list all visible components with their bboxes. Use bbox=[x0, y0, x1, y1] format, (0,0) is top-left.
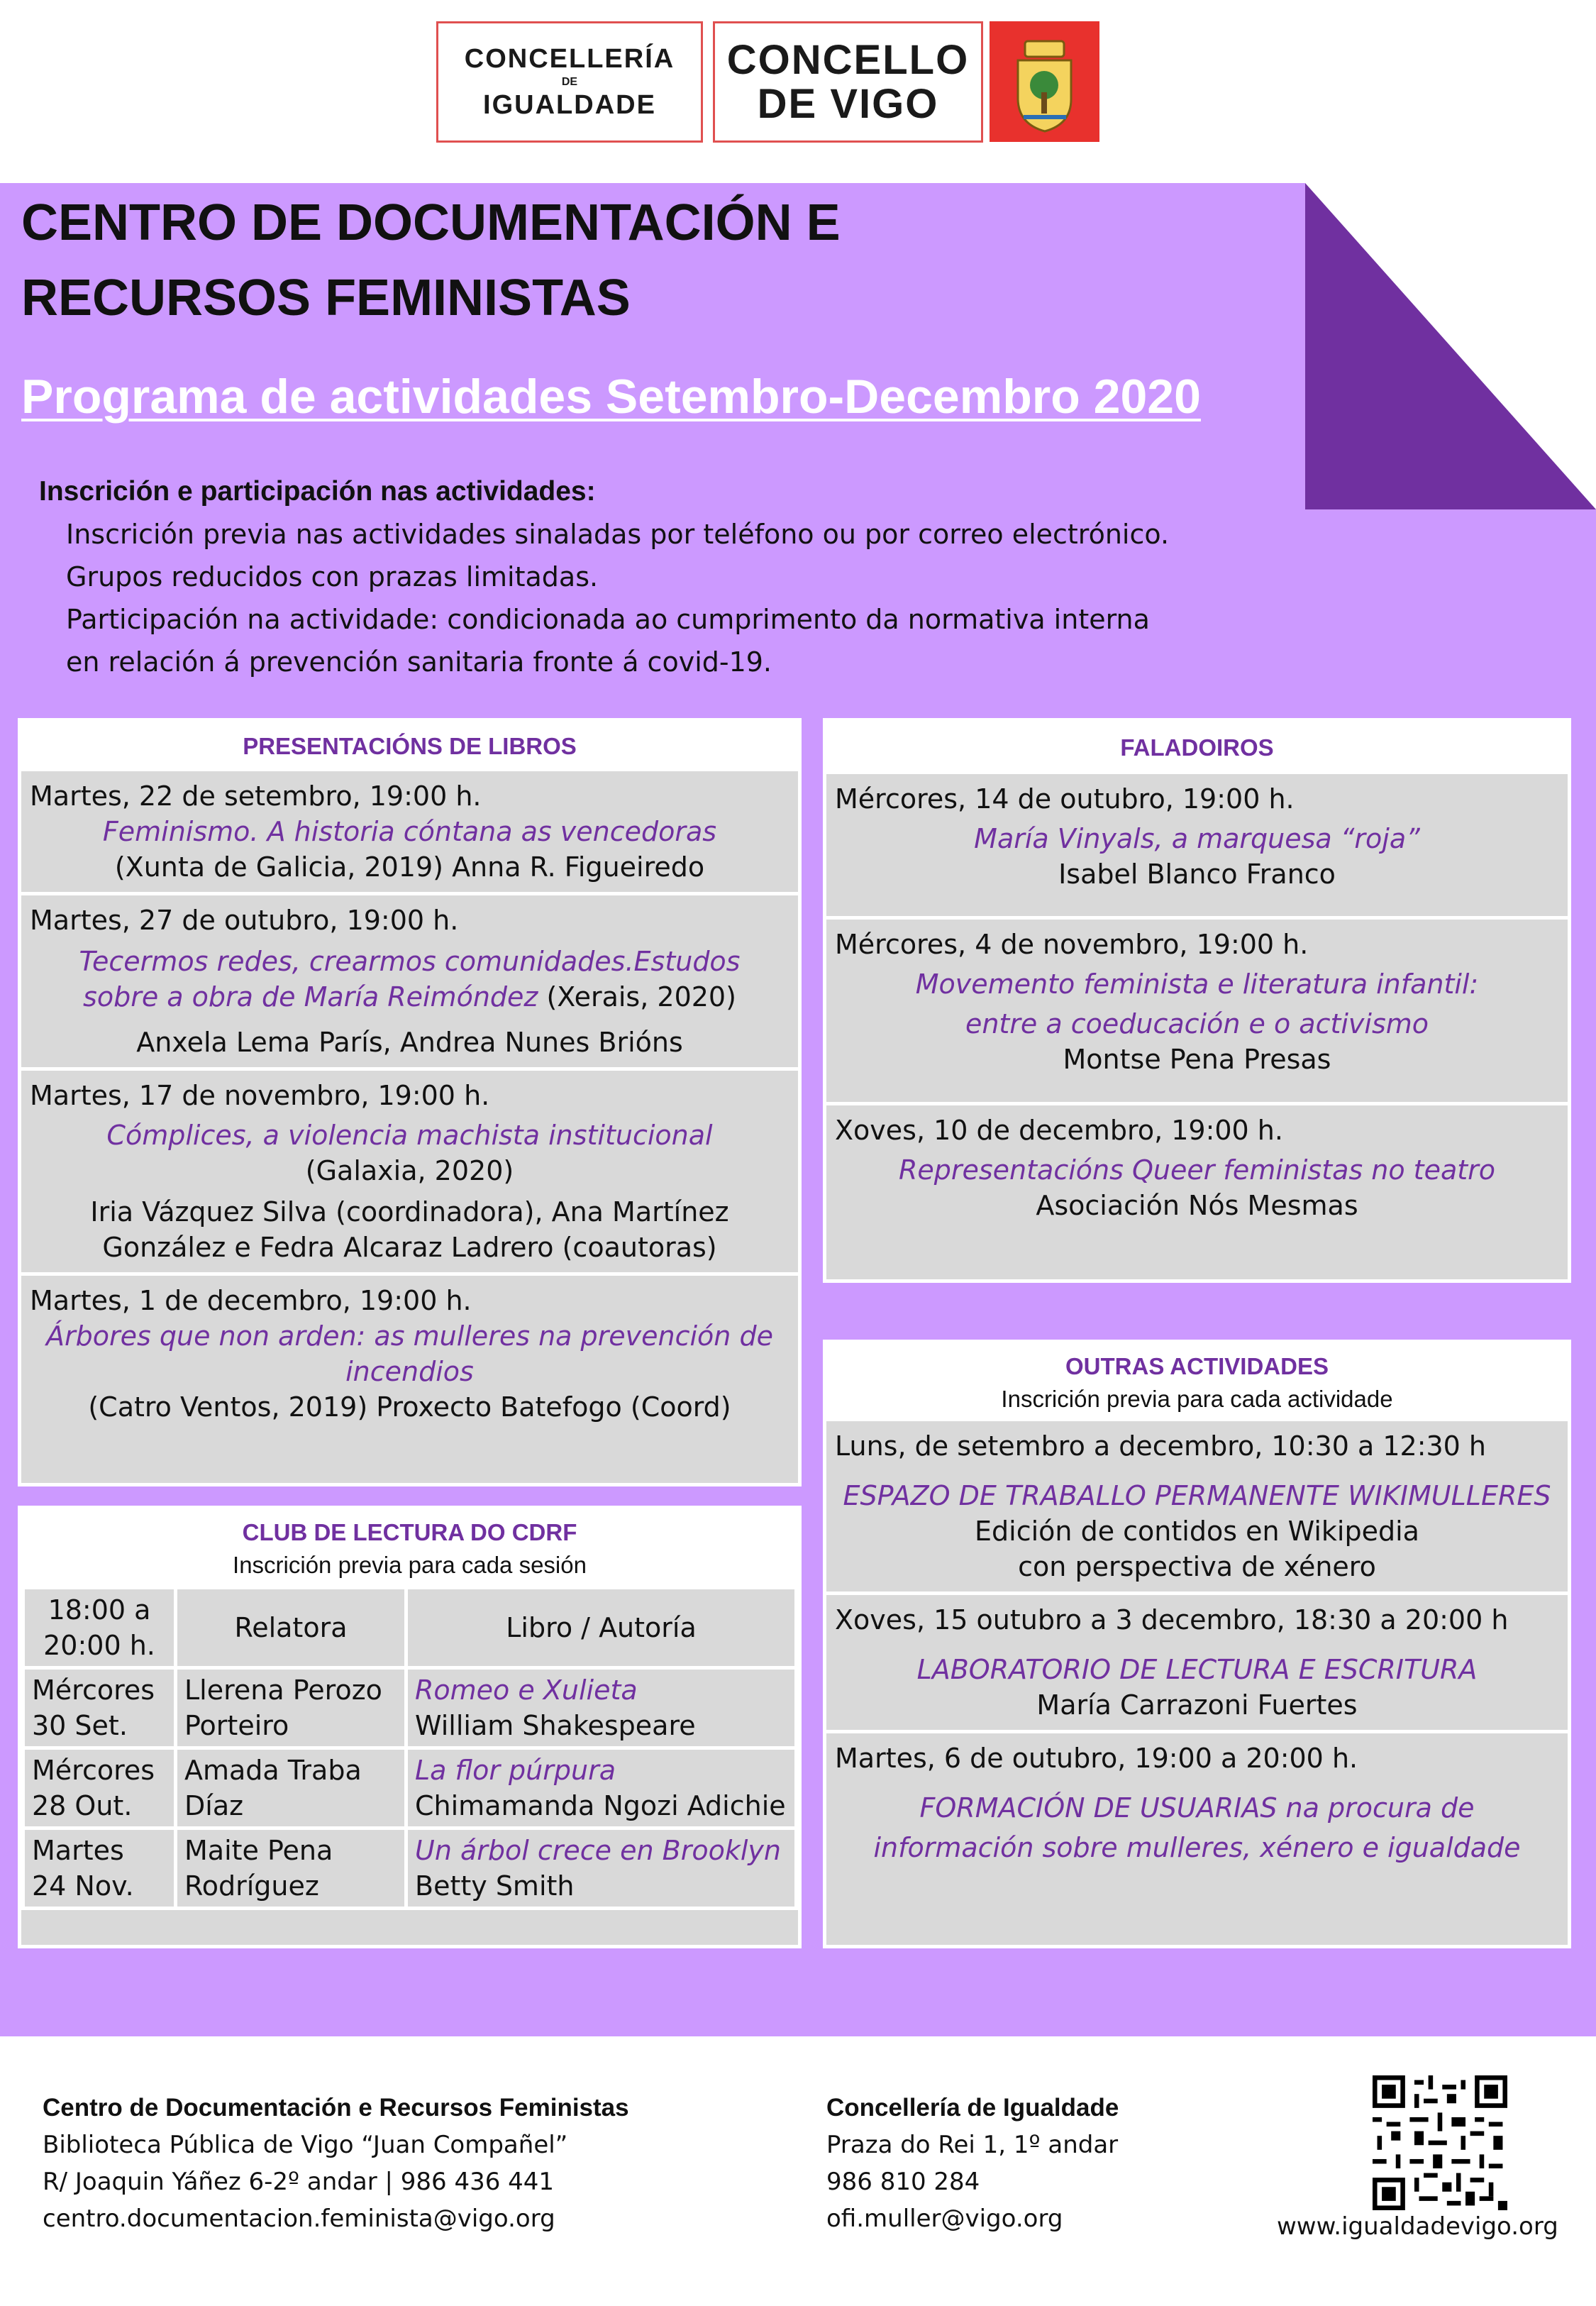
header-time: 20:00 h. bbox=[43, 1630, 155, 1661]
book-author: William Shakespeare bbox=[415, 1710, 696, 1741]
footer-concelleria-contact bbox=[826, 2090, 1119, 2237]
event-date: Martes, 1 de decembro, 19:00 h. bbox=[30, 1285, 472, 1316]
event-date: Martes, 27 de outubro, 19:00 h. bbox=[30, 905, 459, 936]
table-header-cell: Relatora bbox=[176, 1588, 406, 1668]
event-entry bbox=[826, 916, 1568, 1102]
table-row bbox=[23, 1668, 797, 1748]
table-header-cell: Libro / Autoría bbox=[406, 1588, 797, 1668]
event-detail: Iria Vázquez Silva (coordinadora), Ana Martínez bbox=[90, 1196, 729, 1228]
event-entry bbox=[826, 774, 1568, 916]
event-detail: Edición de contidos en Wikipedia bbox=[975, 1516, 1419, 1547]
session-book bbox=[406, 1668, 797, 1748]
concelleria-igualdade-logo bbox=[436, 21, 703, 143]
event-publisher: (Xerais, 2020) bbox=[538, 981, 736, 1013]
event-date: Martes, 6 de outubro, 19:00 a 20:00 h. bbox=[835, 1743, 1358, 1774]
relatora-name: Porteiro bbox=[184, 1710, 289, 1741]
event-detail: (Galaxia, 2020) bbox=[305, 1155, 514, 1186]
qr-code-icon[interactable] bbox=[1373, 2075, 1507, 2210]
event-title: Árbores que non arden: as mulleres na prevención de bbox=[46, 1320, 773, 1352]
event-entry bbox=[21, 892, 798, 1067]
logo-line: IGUALDADE bbox=[483, 89, 656, 120]
footer-cdrf-contact bbox=[43, 2090, 629, 2237]
footer-line: R/ Joaquin Yáñez 6-2º andar | 986 436 441 bbox=[43, 2168, 555, 2196]
session-relatora bbox=[176, 1668, 406, 1748]
table-row bbox=[23, 1748, 797, 1828]
inscription-line: Participación na actividade: condicionada ao cumprimento da normativa interna bbox=[66, 604, 1150, 635]
event-date: Mércores, 4 de novembro, 19:00 h. bbox=[835, 929, 1309, 960]
event-entry bbox=[21, 771, 798, 892]
footer-org-name: Concellería de Igualdade bbox=[826, 2094, 1119, 2122]
event-detail: (Xunta de Galicia, 2019) Anna R. Figueiredo bbox=[114, 851, 705, 883]
event-date: Luns, de setembro a decembro, 10:30 a 12:30 h bbox=[835, 1430, 1487, 1462]
table-header-cell bbox=[23, 1588, 176, 1668]
event-date: Xoves, 10 de decembro, 19:00 h. bbox=[835, 1115, 1283, 1146]
event-detail: Montse Pena Presas bbox=[1063, 1044, 1331, 1075]
event-entry bbox=[826, 1730, 1568, 1872]
main-title-line2: RECURSOS FEMINISTAS bbox=[21, 270, 631, 326]
program-subtitle: Programa de actividades Setembro-Decembro 2020 bbox=[21, 370, 1201, 424]
reading-club-table bbox=[21, 1586, 798, 1910]
session-day: 24 Nov. bbox=[32, 1870, 134, 1902]
box-title: OUTRAS ACTIVIDADES bbox=[1065, 1353, 1329, 1379]
box-heading: PRESENTACIÓNS DE LIBROS bbox=[21, 722, 798, 771]
relatora-name: Amada Traba bbox=[184, 1755, 362, 1786]
session-day: 28 Out. bbox=[32, 1790, 133, 1821]
footer-email-link[interactable]: ofi.muller@vigo.org bbox=[826, 2205, 1063, 2233]
box-subtitle: Inscrición previa para cada actividade bbox=[1001, 1386, 1393, 1412]
vigo-coat-of-arms-icon bbox=[990, 21, 1099, 142]
book-title: Un árbol crece en Brooklyn bbox=[415, 1835, 782, 1866]
logo-line: CONCELLO bbox=[726, 36, 970, 83]
event-title: Representacións Queer feministas no teatro bbox=[898, 1154, 1496, 1186]
event-detail: (Catro Ventos, 2019) Proxecto Batefogo (Coord) bbox=[88, 1391, 731, 1423]
reading-club-box bbox=[18, 1506, 802, 1948]
relatora-name: Rodríguez bbox=[184, 1870, 319, 1902]
logo-line: DE VIGO bbox=[757, 80, 939, 127]
event-detail: Isabel Blanco Franco bbox=[1058, 859, 1336, 890]
footer-line: Praza do Rei 1, 1º andar bbox=[826, 2131, 1119, 2159]
footer-line: Biblioteca Pública de Vigo “Juan Compañel” bbox=[43, 2131, 568, 2159]
session-relatora bbox=[176, 1828, 406, 1909]
event-entry bbox=[826, 1591, 1568, 1730]
book-presentations-box bbox=[18, 718, 802, 1486]
event-detail: con perspectiva de xénero bbox=[1018, 1551, 1376, 1582]
event-title: información sobre mulleres, xénero e igualdade bbox=[873, 1832, 1521, 1863]
session-day: 30 Set. bbox=[32, 1710, 128, 1741]
inscription-info bbox=[39, 470, 1169, 683]
relatora-name: Llerena Perozo bbox=[184, 1675, 382, 1706]
box-title: CLUB DE LECTURA DO CDRF bbox=[242, 1519, 577, 1545]
event-detail: María Carrazoni Fuertes bbox=[1036, 1689, 1358, 1721]
book-title: La flor púrpura bbox=[415, 1755, 616, 1786]
main-title-line1: CENTRO DE DOCUMENTACIÓN E bbox=[21, 194, 841, 251]
inscription-line: Grupos reducidos con prazas limitadas. bbox=[66, 561, 599, 592]
inscription-line: Inscrición previa nas actividades sinaladas por teléfono ou por correo electrónico. bbox=[66, 519, 1170, 550]
event-detail: González e Fedra Alcaraz Ladrero (coautoras) bbox=[102, 1232, 717, 1263]
event-entry bbox=[826, 1421, 1568, 1591]
relatora-name: Díaz bbox=[184, 1790, 244, 1821]
table-row bbox=[23, 1828, 797, 1909]
event-title: ESPAZO DE TRABALLO PERMANENTE WIKIMULLERES bbox=[843, 1480, 1551, 1511]
session-day: Mércores bbox=[32, 1755, 155, 1786]
faladoiros-box bbox=[823, 718, 1571, 1283]
concello-vigo-logo bbox=[713, 21, 983, 143]
event-date: Martes, 22 de setembro, 19:00 h. bbox=[30, 780, 482, 812]
session-date bbox=[23, 1668, 176, 1748]
session-book bbox=[406, 1748, 797, 1828]
event-title: na procura de bbox=[1277, 1792, 1475, 1824]
event-date: Xoves, 15 outubro a 3 decembro, 18:30 a 20:00 h bbox=[835, 1604, 1509, 1635]
event-title: Feminismo. A historia cóntana as vencedoras bbox=[102, 816, 717, 847]
event-date: Mércores, 14 de outubro, 19:00 h. bbox=[835, 783, 1295, 815]
inscription-heading: Inscrición e participación nas actividades bbox=[39, 476, 587, 507]
table-header-row bbox=[23, 1588, 797, 1668]
box-heading bbox=[826, 1343, 1568, 1421]
event-detail: Asociación Nós Mesmas bbox=[1036, 1190, 1358, 1221]
logo-line: DE bbox=[561, 75, 578, 88]
box-heading bbox=[21, 1509, 798, 1586]
session-date bbox=[23, 1828, 176, 1909]
event-title: Movemento feminista e literatura infantil: bbox=[915, 969, 1479, 1000]
session-date bbox=[23, 1748, 176, 1828]
box-subtitle: Inscrición previa para cada sesión bbox=[233, 1552, 587, 1578]
footer-line: 986 810 284 bbox=[826, 2168, 980, 2196]
session-day: Martes bbox=[32, 1835, 124, 1866]
book-author: Chimamanda Ngozi Adichie bbox=[415, 1790, 786, 1821]
session-day: Mércores bbox=[32, 1675, 155, 1706]
event-entry bbox=[826, 1102, 1568, 1230]
event-title: sobre a obra de María Reimóndez bbox=[83, 981, 538, 1013]
event-title: Cómplices, a violencia machista institucional bbox=[106, 1120, 713, 1151]
colon: : bbox=[586, 476, 596, 507]
inscription-line: en relación á prevención sanitaria fronte á covid-19. bbox=[66, 646, 772, 678]
event-title: María Vinyals, a marquesa “roja” bbox=[974, 823, 1420, 854]
event-entry bbox=[21, 1272, 798, 1432]
event-detail: Anxela Lema París, Andrea Nunes Brións bbox=[136, 1027, 683, 1058]
box-heading: FALADOIROS bbox=[826, 722, 1568, 774]
session-book bbox=[406, 1828, 797, 1909]
book-author: Betty Smith bbox=[415, 1870, 575, 1902]
footer-email-link[interactable]: centro.documentacion.feminista@vigo.org bbox=[43, 2205, 555, 2233]
event-title: FORMACIÓN DE USUARIAS bbox=[919, 1792, 1278, 1824]
event-entry bbox=[21, 1067, 798, 1272]
relatora-name: Maite Pena bbox=[184, 1835, 333, 1866]
event-title: Tecermos redes, crearmos comunidades.Estudos bbox=[79, 946, 741, 977]
page-fold-corner bbox=[1305, 183, 1596, 509]
footer-org-name: Centro de Documentación e Recursos Feministas bbox=[43, 2094, 629, 2122]
event-title: entre a coeducación e o activismo bbox=[965, 1008, 1429, 1039]
header-time: 18:00 a bbox=[48, 1594, 151, 1626]
event-title: incendios bbox=[345, 1356, 474, 1387]
event-date: Martes, 17 de novembro, 19:00 h. bbox=[30, 1080, 490, 1111]
logo-line: CONCELLERÍA bbox=[464, 43, 675, 74]
event-title: LABORATORIO DE LECTURA E ESCRITURA bbox=[916, 1654, 1478, 1685]
other-activities-box bbox=[823, 1340, 1571, 1948]
book-title: Romeo e Xulieta bbox=[415, 1675, 638, 1706]
website-link[interactable]: www.igualdadevigo.org bbox=[1277, 2212, 1558, 2241]
session-relatora bbox=[176, 1748, 406, 1828]
